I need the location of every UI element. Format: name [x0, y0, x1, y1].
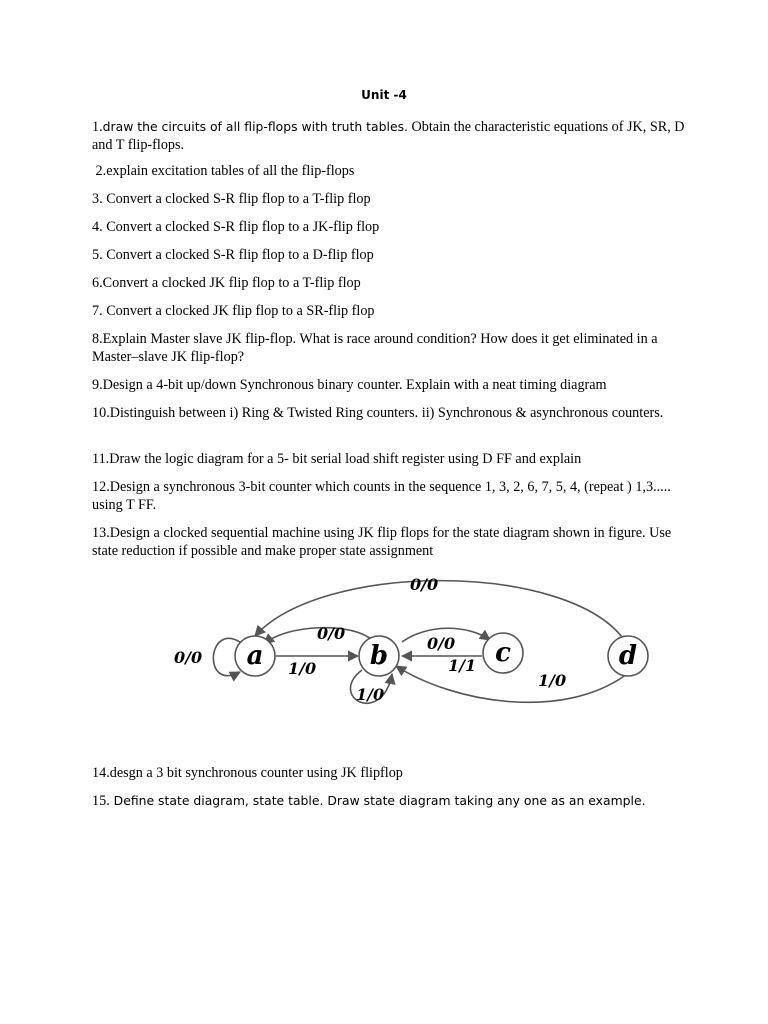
question-14: 14.desgn a 3 bit synchronous counter using JK flipflop — [92, 765, 403, 781]
question-6: 6.Convert a clocked JK flip flop to a T-flip flop — [92, 275, 361, 291]
question-9: 9.Design a 4-bit up/down Synchronous binary counter. Explain with a neat timing diagram — [92, 377, 607, 393]
edge-label-c-b: 1/1 — [448, 656, 477, 675]
question-15 — [92, 792, 688, 810]
question-15-body: Define state diagram, state table. Draw state diagram taking any one as an example. — [109, 793, 646, 808]
question-5: 5. Convert a clocked S-R flip flop to a D-flip flop — [92, 247, 374, 263]
question-4: 4. Convert a clocked S-R flip flop to a JK-flip flop — [92, 219, 380, 235]
edge-label-b-b: 1/0 — [356, 685, 385, 704]
question-1-rest: Obtain the characteristic equations of JK, SR, D and T flip-flops. — [92, 119, 689, 153]
state-diagram-figure — [92, 562, 688, 722]
question-3: 3. Convert a clocked S-R flip flop to a T-flip flop — [92, 191, 371, 207]
question-2: 2.explain excitation tables of all the flip-flops — [92, 163, 355, 179]
page-title: Unit -4 — [361, 88, 407, 102]
state-a — [235, 636, 275, 676]
edge-label-b-c: 0/0 — [427, 634, 456, 653]
state-label-b: b — [369, 641, 389, 671]
edge-label-a-a: 0/0 — [174, 648, 203, 667]
state-label-d: d — [618, 641, 638, 671]
state-label-c: c — [495, 638, 511, 668]
question-13: 13.Design a clocked sequential machine using JK flip flops for the state diagram shown in figure. Use state reduction if possible and make proper state assignment — [92, 525, 675, 559]
edge-label-d-a: 0/0 — [410, 575, 439, 594]
state-label-a: a — [246, 641, 264, 671]
question-11: 11.Draw the logic diagram for a 5- bit serial load shift register using D FF and explain — [92, 451, 582, 467]
question-10: 10.Distinguish between i) Ring & Twisted Ring counters. ii) Synchronous & asynchronous counters. — [92, 405, 664, 421]
state-diagram — [92, 562, 688, 722]
state-b — [359, 636, 399, 676]
question-15-number: 15. — [92, 793, 110, 809]
question-12: 12.Design a synchronous 3-bit counter which counts in the sequence 1, 3, 2, 6, 7, 5, 4, (repeat ) 1,3..... using T FF. — [92, 479, 675, 513]
state-c — [483, 633, 523, 673]
question-1-number: 1. — [92, 119, 103, 135]
edge-label-d-b: 1/0 — [538, 671, 567, 690]
state-d — [608, 636, 648, 676]
edge-label-a-b: 1/0 — [288, 659, 317, 678]
edge-label-b-a: 0/0 — [317, 624, 346, 643]
question-1-sans-text: draw the circuits of all flip-flops with truth tables. — [102, 119, 408, 134]
question-7: 7. Convert a clocked JK flip flop to a SR-flip flop — [92, 303, 375, 319]
question-8: 8.Explain Master slave JK flip-flop. What is race around condition? How does it get eliminated in a Master–slave JK flip-flop? — [92, 331, 662, 365]
question-1 — [92, 118, 688, 154]
